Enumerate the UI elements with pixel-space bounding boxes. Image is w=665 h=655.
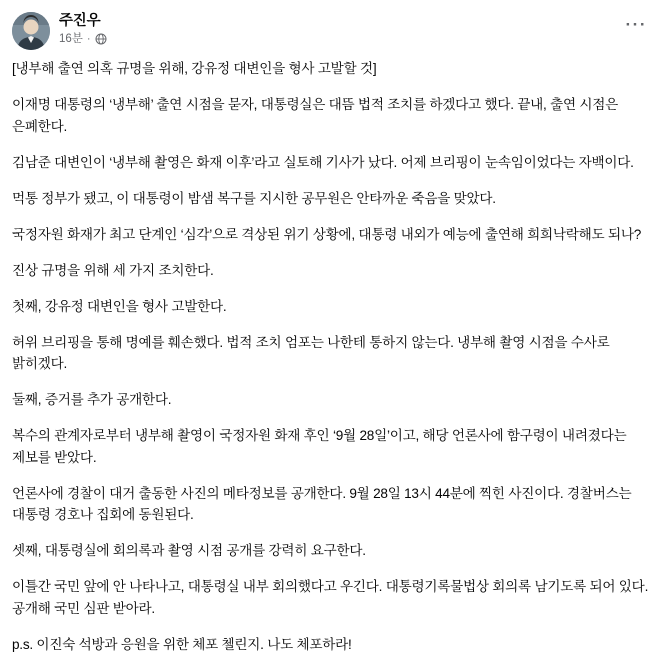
- post-paragraph: 국정자원 화재가 최고 단계인 ‘심각’으로 격상된 위기 상황에, 대통령 내외가 예능에 출연해 희희낙락해도 되나?: [12, 224, 653, 246]
- post-timestamp[interactable]: 16분: [59, 32, 83, 46]
- post-paragraph: [냉부해 출연 의혹 규명을 위해, 강유정 대변인을 형사 고발할 것]: [12, 58, 653, 80]
- post-header-text: [59, 12, 107, 46]
- post-paragraph: 먹통 정부가 됐고, 이 대통령이 밤샘 복구를 지시한 공무원은 안타까운 죽음을 맞았다.: [12, 188, 653, 210]
- post-paragraph: 허위 브리핑을 통해 명예를 훼손했다. 법적 조치 엄포는 나한테 통하지 않는다. 냉부해 촬영 시점을 수사로 밝히겠다.: [12, 332, 653, 375]
- avatar[interactable]: [12, 12, 50, 50]
- meta-separator: ·: [87, 32, 91, 46]
- post-meta: [59, 32, 107, 46]
- post-paragraph: 김남준 대변인이 ‘냉부해 촬영은 화재 이후’라고 실토해 기사가 났다. 어제 브리핑이 눈속임이었다는 자백이다.: [12, 152, 653, 174]
- globe-icon[interactable]: [95, 33, 107, 45]
- post-paragraph: 셋째, 대통령실에 회의록과 촬영 시점 공개를 강력히 요구한다.: [12, 540, 653, 562]
- post-body: [12, 56, 653, 655]
- post-header: [12, 10, 653, 56]
- post-paragraph: 복수의 관계자로부터 냉부해 촬영이 국정자원 화재 후인 ‘9월 28일’이고, 해당 언론사에 함구령이 내려졌다는 제보를 받았다.: [12, 425, 653, 468]
- post-paragraph: 진상 규명을 위해 세 가지 조치한다.: [12, 260, 653, 282]
- post-paragraph: 첫째, 강유정 대변인을 형사 고발한다.: [12, 296, 653, 318]
- post-paragraph: p.s. 이진숙 석방과 응원을 위한 체포 첼린지. 나도 체포하라!: [12, 634, 653, 655]
- post-paragraph: 이틀간 국민 앞에 안 나타나고, 대통령실 내부 회의했다고 우긴다. 대통령기록물법상 회의록 남기도록 되어 있다. 공개해 국민 심판 받아라.: [12, 576, 653, 619]
- author-name[interactable]: 주진우: [59, 13, 107, 30]
- post-paragraph: 언론사에 경찰이 대거 출동한 사진의 메타정보를 공개한다. 9월 28일 13시 44분에 찍힌 사진이다. 경찰버스는 대통령 경호나 집회에 동원된다.: [12, 483, 653, 526]
- more-options-button[interactable]: ···: [622, 16, 651, 34]
- post-paragraph: 둘째, 증거를 추가 공개한다.: [12, 389, 653, 411]
- post-paragraph: 이재명 대통령의 ‘냉부해’ 출연 시점을 묻자, 대통령실은 대뜸 법적 조치를 하겠다고 했다. 끝내, 출연 시점은 은폐한다.: [12, 94, 653, 137]
